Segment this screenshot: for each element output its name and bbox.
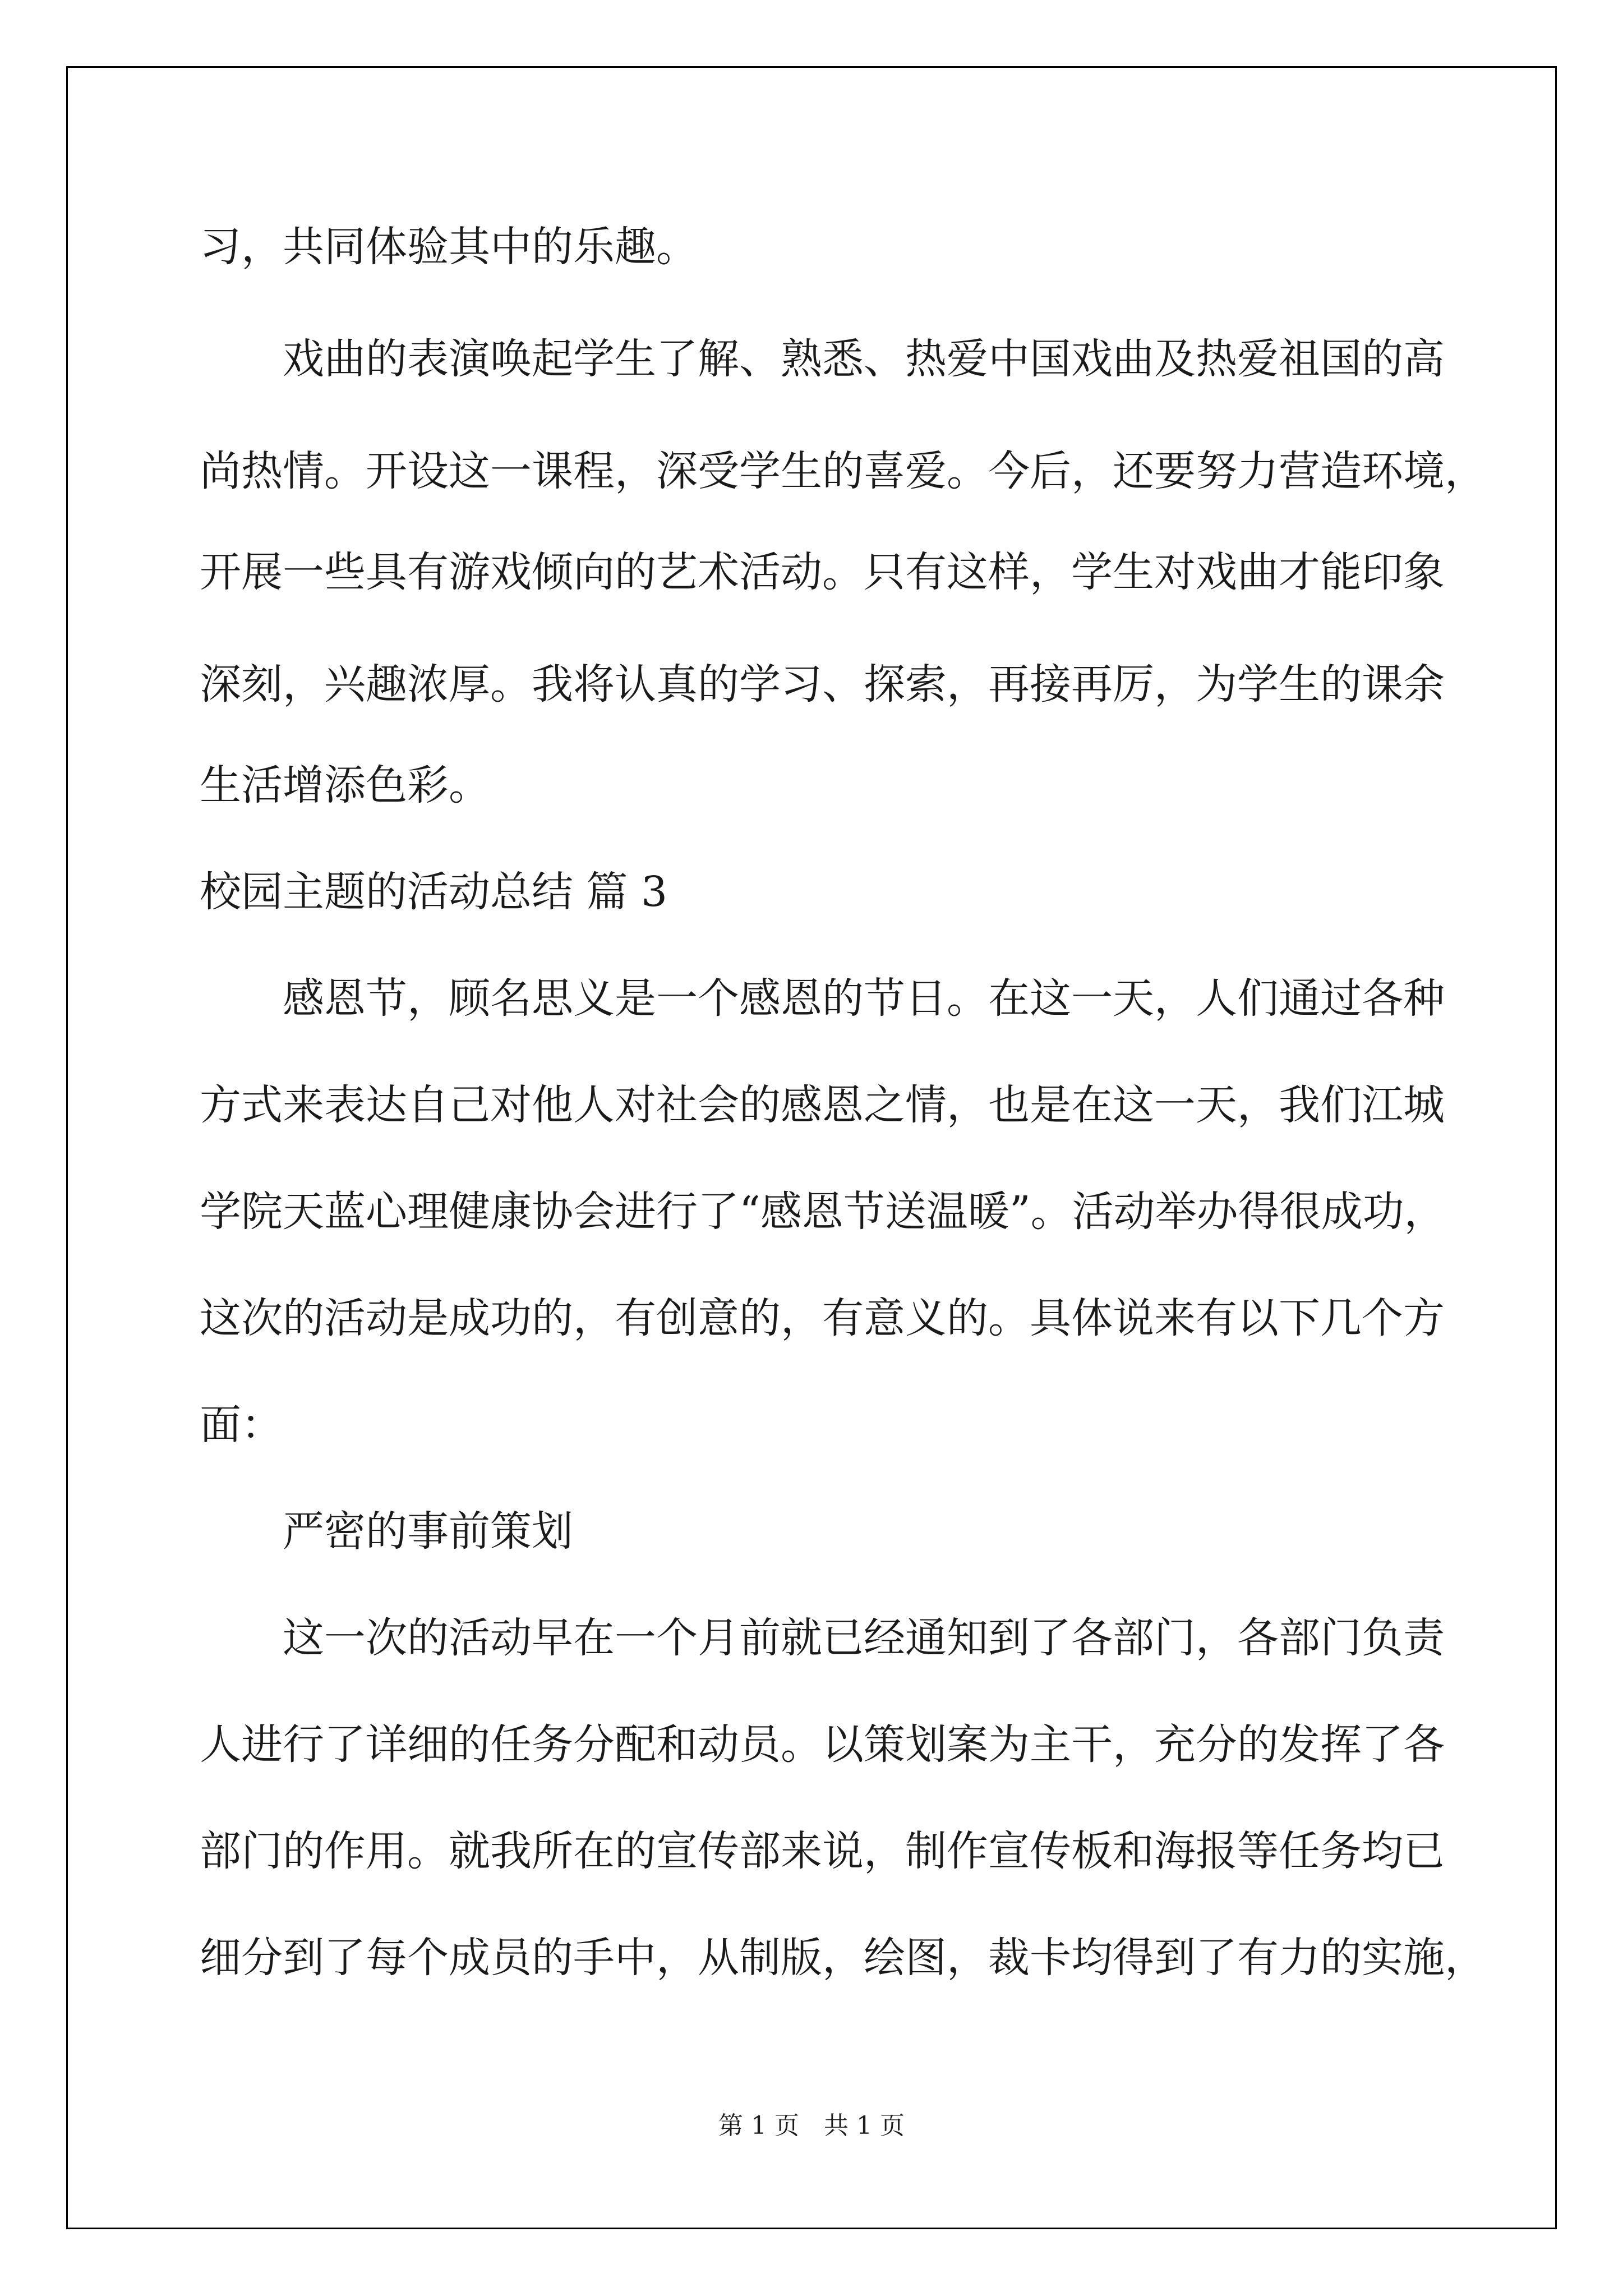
text-line-11: 这次的活动是成功的，有创意的，有意义的。具体说来有以下几个方 — [200, 1294, 1445, 1342]
section-heading: 校园主题的活动总结 篇 3 — [200, 868, 668, 916]
text-line-14: 这一次的活动早在一个月前就已经通知到了各部门，各部门负责 — [200, 1614, 1445, 1662]
text-line-8: 感恩节，顾名思义是一个感恩的节日。在这一天，人们通过各种 — [200, 974, 1445, 1023]
text-line-15: 人进行了详细的任务分配和动员。以策划案为主干，充分的发挥了各 — [200, 1720, 1445, 1769]
text-line-2: 戏曲的表演唤起学生了解、熟悉、热爱中国戏曲及热爱祖国的高 — [200, 335, 1445, 383]
text-line-5: 深刻，兴趣浓厚。我将认真的学习、探索，再接再厉，为学生的课余 — [200, 660, 1445, 708]
text-line-12: 面： — [200, 1401, 283, 1449]
text-line-1: 习，共同体验其中的乐趣。 — [200, 223, 698, 271]
text-line-3: 尚热情。开设这一课程，深受学生的喜爱。今后，还要努力营造环境， — [200, 447, 1486, 495]
text-line-10: 学院天蓝心理健康协会进行了“感恩节送温暖”。活动举办得很成功， — [200, 1188, 1446, 1236]
text-line-9: 方式来表达自己对他人对社会的感恩之情，也是在这一天，我们江城 — [200, 1081, 1445, 1129]
text-line-17: 细分到了每个成员的手中，从制版，绘图，裁卡均得到了有力的实施， — [200, 1934, 1486, 1982]
page-footer: 第 1 页 共 1 页 — [718, 2111, 905, 2140]
text-line-6: 生活增添色彩。 — [200, 761, 490, 809]
text-line-4: 开展一些具有游戏倾向的艺术活动。只有这样，学生对戏曲才能印象 — [200, 548, 1445, 596]
subheading: 严密的事前策划 — [200, 1507, 573, 1556]
text-line-16: 部门的作用。就我所在的宣传部来说，制作宣传板和海报等任务均已 — [200, 1827, 1445, 1875]
page-border — [66, 66, 1557, 2229]
